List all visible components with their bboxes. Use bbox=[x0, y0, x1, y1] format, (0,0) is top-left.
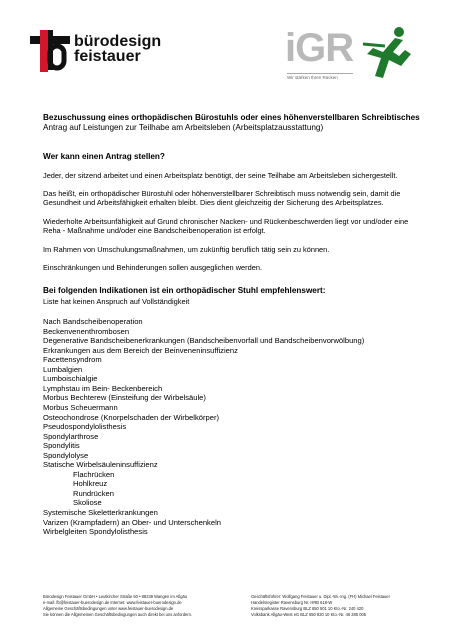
footer-line: Allgemeine Geschäftsbedingungen unter www.feistauer-buerodesign.de bbox=[43, 606, 174, 612]
logo-b-mark-icon bbox=[30, 30, 70, 72]
list-subitem: Flachrücken bbox=[73, 469, 115, 479]
list-subitem: Rundrücken bbox=[73, 488, 114, 498]
logo-line-2: feistauer bbox=[74, 48, 141, 65]
indications-list bbox=[43, 317, 423, 537]
list-item: Spondylarthrose bbox=[43, 431, 99, 441]
list-item: Pseudospondylolisthesis bbox=[43, 422, 127, 432]
list-item: Varizen (Krampfadern) an Ober- und Unterschenkeln bbox=[43, 517, 221, 527]
running-figure-icon bbox=[355, 24, 417, 82]
list-item: Spondylolyse bbox=[43, 450, 89, 460]
logo-wordmark bbox=[74, 34, 161, 64]
list-item: Degenerative Bandscheibenerkrankungen (Bandscheibenvorfall und Bandscheibenvorwölbung) bbox=[43, 336, 365, 346]
list-item: Spondylitis bbox=[43, 441, 80, 451]
document-body bbox=[43, 113, 423, 537]
document-subtitle: Antrag auf Leistungen zur Teilhabe am Arbeitsleben (Arbeitsplatzausstattung) bbox=[43, 123, 324, 133]
list-item: Wirbelgleiten Spondylolisthesis bbox=[43, 527, 148, 537]
section-heading-indications: Bei folgenden Indikationen ist ein orthopädischer Stuhl empfehlenswert: bbox=[43, 286, 326, 296]
footer-line: Bürodesign Feistauer GmbH • Leutkircher Straße 50 • 88239 Wangen im Allgäu bbox=[43, 594, 188, 599]
footer-legal-info bbox=[251, 594, 390, 618]
list-item: Nach Bandscheibenoperation bbox=[43, 317, 143, 327]
igr-tagline: Wir stärken Ihren Rücken bbox=[287, 73, 353, 80]
buerodesign-feistauer-logo bbox=[30, 30, 180, 72]
paragraph: Das heißt, ein orthopädischer Bürostuhl oder höhenverstellbarer Schreibtisch muss notwendig sein, damit die Gesundheit und Arbeitsfähigkeit erhalten bleibt. Dies dient gleichzeitig der Sicherung des Arbeitsplatzes. bbox=[43, 189, 401, 208]
logo-line-1: bürodesign bbox=[74, 33, 162, 50]
paragraph: Im Rahmen von Umschulungsmaßnahmen, um zukünftig beruflich tätig sein zu können. bbox=[43, 244, 330, 254]
list-item: Morbus Bechterew (Einsteifung der Wirbelsäule) bbox=[43, 393, 206, 403]
paragraph: Einschränkungen und Behinderungen sollen ausgeglichen werden. bbox=[43, 263, 263, 273]
list-item: Lumboischialgie bbox=[43, 374, 98, 384]
igr-logo bbox=[285, 24, 420, 84]
footer-line: Geschäftsführer: Wolfgang Feistauer u. Dipl.-Wi.-Ing. (FH) Michael Feistauer bbox=[251, 594, 390, 599]
footer-line: Sie können die Allgemeinen Geschäftsbedingungen auch direkt bei uns anfordern. bbox=[43, 612, 193, 618]
list-item: Statische Wirbelsäuleninsuffizienz bbox=[43, 460, 158, 470]
footer-line: Kreissparkasse Ravensburg BLZ 650 501 10 Kto.-Nr. 240 420 bbox=[251, 606, 364, 612]
footer-line: Volksbank Allgäu-West eG BLZ 650 920 10 Kto.-Nr. 46 285 005 bbox=[251, 612, 367, 618]
list-item: Lumbalgien bbox=[43, 364, 83, 374]
footer-line: Handelsregister Ravensburg Nr. HRB 618-W bbox=[251, 600, 333, 606]
list-item: Lymphstau im Bein- Beckenbereich bbox=[43, 383, 163, 393]
paragraph: Wiederholte Arbeitsunfähigkeit auf Grund chronischer Nacken- und Rückenbeschwerden liegt vor und/oder eine Reha - Maßnahme und/oder eine Bandscheibenoperation ist erfolgt. bbox=[43, 216, 409, 236]
section-heading-who-can-apply: Wer kann einen Antrag stellen? bbox=[43, 152, 165, 162]
list-item: Osteochondrose (Knorpelschaden der Wirbelkörper) bbox=[43, 412, 220, 422]
list-item: Erkrankungen aus dem Bereich der Beinveneninsuffizienz bbox=[43, 345, 238, 355]
list-subitem: Skoliose bbox=[73, 498, 102, 508]
list-item: Systemische Skeletterkrankungen bbox=[43, 508, 158, 517]
document-title: Bezuschussung eines orthopädischen Bürostuhls oder eines höhenverstellbaren Schreibtisches bbox=[43, 113, 420, 122]
list-item: Facettensyndrom bbox=[43, 355, 102, 365]
list-subitem: Hohlkreuz bbox=[73, 479, 108, 489]
footer-line: e-mail: fb@feistauer-buerodesign.de Internet: www.feistauer-buerodesign.de bbox=[43, 600, 182, 606]
list-item: Morbus Scheuermann bbox=[43, 402, 118, 412]
list-item: Beckenvenenthrombosen bbox=[43, 326, 130, 336]
paragraph: Jeder, der sitzend arbeitet und einen Arbeitsplatz benötigt, der seine Teilhabe am Arbeitsleben sichergestellt. bbox=[43, 170, 398, 180]
footer-company-info bbox=[43, 594, 192, 618]
igr-letters: iGR bbox=[285, 26, 354, 70]
indications-note: Liste hat keinen Anspruch auf Vollständigkeit bbox=[43, 296, 190, 306]
